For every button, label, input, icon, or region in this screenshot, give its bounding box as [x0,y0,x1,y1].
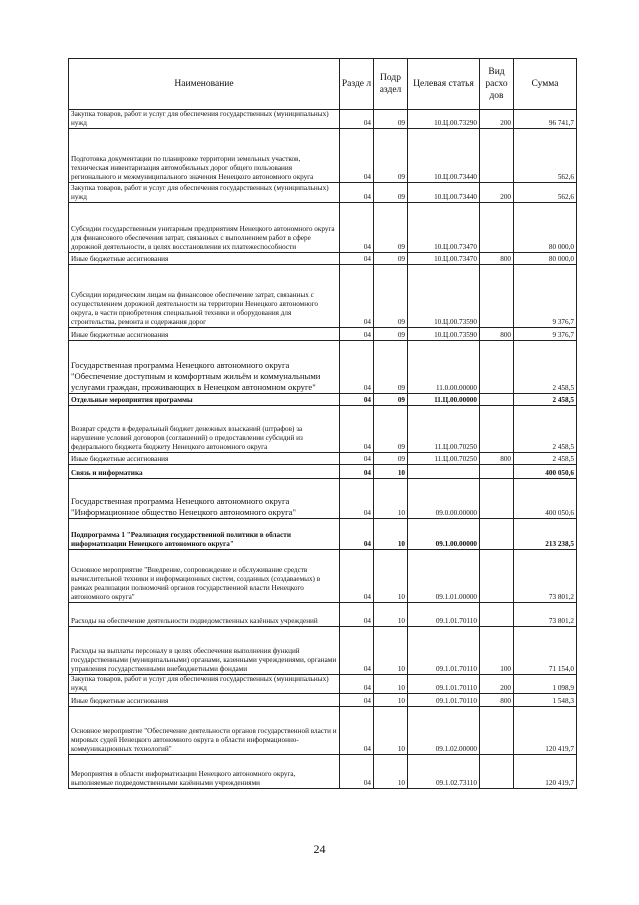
cell-expense-type: 200 [480,183,514,203]
header-target-article: Целевая статья [408,59,480,110]
cell-name: Закупка товаров, работ и услуг для обеспечения государственных (муниципальных) нужд [69,110,340,129]
cell-target-article [408,465,480,479]
cell-expense-type: 200 [480,675,514,694]
table-row [69,603,577,627]
table-row [69,707,577,755]
cell-name: Иные бюджетные ассигнования [69,328,340,341]
cell-target-article: 09.1.02.73110 [408,755,480,789]
cell-target-article: 10.Ц.00.73470 [408,203,480,253]
cell-sum: 71 154,0 [514,627,577,675]
table-row [69,406,577,453]
cell-name: Связь и информатика [69,465,340,479]
cell-target-article: 11.Ц.00.70250 [408,406,480,453]
cell-expense-type [480,707,514,755]
cell-subsection: 10 [374,675,408,694]
cell-expense-type: 800 [480,453,514,465]
table-row [69,394,577,406]
cell-target-article: 10.Ц.00.73440 [408,129,480,183]
cell-sum: 73 801,2 [514,550,577,603]
cell-expense-type [480,755,514,789]
cell-expense-type [480,341,514,394]
cell-section: 04 [340,453,374,465]
cell-section: 04 [340,603,374,627]
cell-sum: 1 548,3 [514,694,577,707]
cell-subsection: 09 [374,183,408,203]
cell-target-article: 09.1.01.70110 [408,694,480,707]
cell-subsection: 09 [374,341,408,394]
page-number: 24 [313,842,326,856]
cell-subsection: 10 [374,603,408,627]
table-row [69,203,577,253]
cell-name: Возврат средств в федеральный бюджет денежных взысканий (штрафов) за нарушение условий договоров (соглашений) о предоставлении субсидий из федерального бюджета бюджету Ненецкого автономного округа [69,406,340,453]
cell-name: Основное мероприятие "Обеспечение деятельности органов государственной власти и мировых судей Ненецкого автономного округа в области информационно-коммуникационных технологий" [69,707,340,755]
cell-name: Подпрограмма 1 "Реализация государственной политики в области информатизации Ненецкого автономного округа" [69,519,340,550]
cell-sum: 2 458,5 [514,341,577,394]
cell-subsection: 10 [374,550,408,603]
table-row [69,328,577,341]
table-row [69,627,577,675]
cell-subsection: 10 [374,755,408,789]
cell-sum: 2 458,5 [514,394,577,406]
cell-section: 04 [340,129,374,183]
budget-table [68,58,577,789]
cell-sum: 562,6 [514,129,577,183]
cell-subsection: 09 [374,203,408,253]
cell-subsection: 10 [374,519,408,550]
cell-section: 04 [340,183,374,203]
cell-target-article: 10.Ц.00.73470 [408,253,480,265]
cell-sum: 80 000,0 [514,203,577,253]
cell-subsection: 10 [374,707,408,755]
table-row [69,465,577,479]
cell-section: 04 [340,341,374,394]
cell-subsection: 09 [374,394,408,406]
cell-section: 04 [340,328,374,341]
cell-expense-type [480,550,514,603]
cell-subsection: 10 [374,479,408,519]
cell-section: 04 [340,755,374,789]
cell-sum: 9 376,7 [514,265,577,328]
cell-section: 04 [340,465,374,479]
cell-name: Расходы на выплаты персоналу в целях обеспечения выполнения функций государственными (муниципальными) органами, казенными учреждениями, органами управления государственными внебюджетными фондами [69,627,340,675]
table-row [69,110,577,129]
cell-expense-type: 800 [480,328,514,341]
cell-target-article: 11.Ц.00.00000 [408,394,480,406]
cell-subsection: 09 [374,110,408,129]
cell-expense-type [480,465,514,479]
cell-target-article: 09.0.00.00000 [408,479,480,519]
table-row [69,675,577,694]
cell-target-article: 09.1.02.00000 [408,707,480,755]
cell-target-article: 09.1.00.00000 [408,519,480,550]
cell-section: 04 [340,675,374,694]
cell-section: 04 [340,110,374,129]
cell-sum: 2 458,5 [514,453,577,465]
cell-sum: 73 801,2 [514,603,577,627]
cell-target-article: 09.1.01.00000 [408,550,480,603]
cell-sum: 213 238,5 [514,519,577,550]
cell-section: 04 [340,265,374,328]
table-row [69,341,577,394]
cell-subsection: 10 [374,465,408,479]
cell-target-article: 11.Ц.00.70250 [408,453,480,465]
cell-target-article: 09.1.01.70110 [408,603,480,627]
table-row [69,183,577,203]
cell-sum: 120 419,7 [514,755,577,789]
cell-subsection: 09 [374,265,408,328]
cell-expense-type [480,519,514,550]
cell-section: 04 [340,627,374,675]
cell-sum: 2 458,5 [514,406,577,453]
cell-name: Основное мероприятие "Внедрение, сопровождение и обслуживание средств вычислительной техники и информационных систем, созданных (создаваемых) в рамках реализации полномочий органов государственной власти Ненецкого автономного округа" [69,550,340,603]
header-name: Наименование [69,59,340,110]
cell-subsection: 09 [374,253,408,265]
table-row [69,453,577,465]
cell-sum: 1 098,9 [514,675,577,694]
cell-expense-type [480,406,514,453]
cell-subsection: 09 [374,406,408,453]
table-row [69,129,577,183]
cell-sum: 9 376,7 [514,328,577,341]
cell-name: Субсидии юридическим лицам на финансовое обеспечение затрат, связанных с осуществлением дорожной деятельности на территории Ненецкого автономного округа, в части приобретения специальной техники и оборудования для строительства, ремонта и содержания дорог [69,265,340,328]
cell-subsection: 09 [374,453,408,465]
cell-name: Мероприятия в области информатизации Ненецкого автономного округа, выполняемые подведомственными казёнными учреждениями [69,755,340,789]
cell-name: Закупка товаров, работ и услуг для обеспечения государственных (муниципальных) нужд [69,183,340,203]
cell-name: Закупка товаров, работ и услуг для обеспечения государственных (муниципальных) нужд [69,675,340,694]
cell-expense-type [480,203,514,253]
cell-subsection: 09 [374,328,408,341]
table-body [69,110,577,789]
cell-sum: 400 050,6 [514,465,577,479]
cell-sum: 400 050,6 [514,479,577,519]
cell-sum: 120 419,7 [514,707,577,755]
cell-subsection: 10 [374,627,408,675]
table-row [69,694,577,707]
cell-section: 04 [340,253,374,265]
cell-section: 04 [340,394,374,406]
header-subsection: Подр аздел [374,59,408,110]
header-expense-type: Вид расхо дов [480,59,514,110]
header-sum: Сумма [514,59,577,110]
cell-name: Отдельные мероприятия программы [69,394,340,406]
cell-target-article: 10.Ц.00.73590 [408,265,480,328]
table-row [69,755,577,789]
table-row [69,265,577,328]
cell-sum: 80 000,0 [514,253,577,265]
cell-section: 04 [340,550,374,603]
cell-target-article: 09.1.01.70110 [408,675,480,694]
cell-name: Государственная программа Ненецкого автономного округа "Обеспечение доступным и комфортным жильём и коммунальными услугами граждан, проживающих в Ненецком автономном округе" [69,341,340,394]
table-row [69,550,577,603]
cell-expense-type: 800 [480,694,514,707]
cell-expense-type [480,265,514,328]
cell-expense-type [480,603,514,627]
cell-name: Иные бюджетные ассигнования [69,253,340,265]
cell-expense-type: 800 [480,253,514,265]
table-row [69,519,577,550]
cell-section: 04 [340,694,374,707]
table-header-row [69,59,577,110]
cell-name: Государственная программа Ненецкого автономного округа "Информационное общество Ненецкого автономного округа" [69,479,340,519]
cell-expense-type [480,479,514,519]
cell-expense-type [480,129,514,183]
cell-sum: 96 741,7 [514,110,577,129]
cell-name: Подготовка документации по планировке территории земельных участков, техническая инвентаризация автомобильных дорог общего пользования регионального и межмуниципального значения Ненецкого автономного округа [69,129,340,183]
cell-section: 04 [340,406,374,453]
cell-name: Расходы на обеспечение деятельности подведомственных казённых учреждений [69,603,340,627]
cell-section: 04 [340,707,374,755]
cell-name: Иные бюджетные ассигнования [69,453,340,465]
table-row [69,479,577,519]
cell-name: Иные бюджетные ассигнования [69,694,340,707]
cell-expense-type: 200 [480,110,514,129]
cell-section: 04 [340,479,374,519]
cell-expense-type: 100 [480,627,514,675]
cell-sum: 562,6 [514,183,577,203]
cell-section: 04 [340,203,374,253]
cell-target-article: 10.Ц.00.73440 [408,183,480,203]
cell-target-article: 10.Ц.00.73590 [408,328,480,341]
cell-target-article: 11.0.00.00000 [408,341,480,394]
cell-target-article: 09.1.01.70110 [408,627,480,675]
cell-subsection: 09 [374,129,408,183]
cell-subsection: 10 [374,694,408,707]
cell-expense-type [480,394,514,406]
cell-name: Субсидии государственным унитарным предприятиям Ненецкого автономного округа для финансового обеспечения затрат, связанных с выполнением работ в сфере дорожной деятельности, в целях восстановления их платежеспособности [69,203,340,253]
table-row [69,253,577,265]
header-section: Разде л [340,59,374,110]
cell-target-article: 10.Ц.00.73290 [408,110,480,129]
cell-section: 04 [340,519,374,550]
